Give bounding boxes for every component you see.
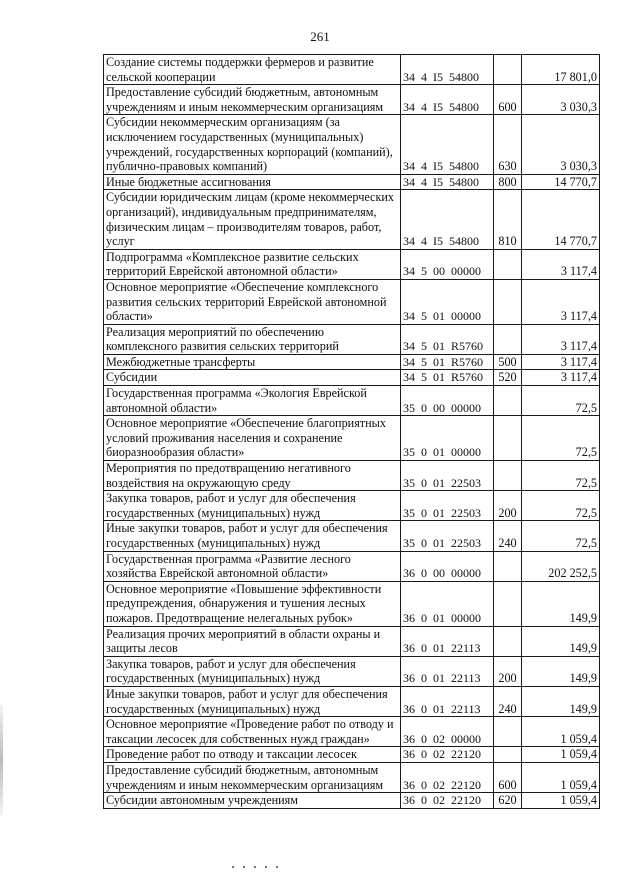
sum-cell: 3 117,4 — [522, 279, 600, 324]
table-row — [104, 747, 600, 763]
table-row — [104, 85, 600, 115]
type-cell — [494, 551, 522, 581]
margin-specks — [232, 858, 292, 864]
name-cell: Основное мероприятие «Обеспечение комплексного развития сельских территорий Еврейской автономной области» — [104, 279, 401, 324]
type-cell: 500 — [494, 354, 522, 370]
sum-cell: 72,5 — [522, 461, 600, 491]
sum-cell: 72,5 — [522, 491, 600, 521]
name-cell: Межбюджетные трансферты — [104, 354, 401, 370]
sum-cell: 14 770,7 — [522, 190, 600, 249]
type-cell — [494, 324, 522, 354]
type-cell — [494, 386, 522, 416]
type-cell — [494, 461, 522, 491]
type-cell: 520 — [494, 370, 522, 386]
sum-cell: 3 117,4 — [522, 249, 600, 279]
type-cell — [494, 747, 522, 763]
table-row — [104, 762, 600, 792]
name-cell: Иные бюджетные ассигнования — [104, 174, 401, 190]
code-cell: 36 0 02 22120 — [401, 747, 494, 763]
type-cell: 200 — [494, 491, 522, 521]
code-cell: 34 5 01 R5760 — [401, 354, 494, 370]
type-cell: 600 — [494, 762, 522, 792]
code-cell: 34 4 I5 54800 — [401, 174, 494, 190]
budget-table-body — [104, 55, 600, 809]
code-cell: 35 0 01 22503 — [401, 491, 494, 521]
table-row — [104, 626, 600, 656]
table-row — [104, 174, 600, 190]
code-cell: 34 4 I5 54800 — [401, 190, 494, 249]
table-row — [104, 461, 600, 491]
sum-cell: 149,9 — [522, 686, 600, 716]
code-cell: 36 0 02 22120 — [401, 762, 494, 792]
table-row — [104, 370, 600, 386]
name-cell: Проведение работ по отводу и таксации лесосек — [104, 747, 401, 763]
name-cell: Предоставление субсидий бюджетным, автономным учреждениям и иным некоммерческим организациям — [104, 762, 401, 792]
name-cell: Мероприятия по предотвращению негативного воздействия на окружающую среду — [104, 461, 401, 491]
code-cell: 36 0 01 22113 — [401, 686, 494, 716]
code-cell: 34 5 00 00000 — [401, 249, 494, 279]
type-cell — [494, 279, 522, 324]
type-cell — [494, 626, 522, 656]
type-cell — [494, 416, 522, 461]
budget-table — [103, 54, 600, 809]
name-cell: Субсидии автономным учреждениям — [104, 793, 401, 809]
name-cell: Основное мероприятие «Обеспечение благоприятных условий проживания населения и сохранение биоразнообразия области» — [104, 416, 401, 461]
table-row — [104, 491, 600, 521]
table-row — [104, 416, 600, 461]
type-cell: 240 — [494, 686, 522, 716]
table-row — [104, 717, 600, 747]
code-cell: 34 4 I5 54800 — [401, 55, 494, 85]
name-cell: Государственная программа «Экология Еврейской автономной области» — [104, 386, 401, 416]
code-cell: 36 0 00 00000 — [401, 551, 494, 581]
table-row — [104, 551, 600, 581]
type-cell: 240 — [494, 521, 522, 551]
sum-cell: 72,5 — [522, 386, 600, 416]
type-cell: 800 — [494, 174, 522, 190]
sum-cell: 3 030,3 — [522, 85, 600, 115]
code-cell: 36 0 02 00000 — [401, 717, 494, 747]
type-cell: 200 — [494, 656, 522, 686]
name-cell: Субсидии — [104, 370, 401, 386]
table-row — [104, 55, 600, 85]
type-cell — [494, 717, 522, 747]
table-row — [104, 324, 600, 354]
table-row — [104, 386, 600, 416]
table-row — [104, 686, 600, 716]
code-cell: 36 0 02 22120 — [401, 793, 494, 809]
sum-cell: 149,9 — [522, 656, 600, 686]
code-cell: 34 5 01 R5760 — [401, 324, 494, 354]
sum-cell: 72,5 — [522, 521, 600, 551]
sum-cell: 1 059,4 — [522, 747, 600, 763]
sum-cell: 3 030,3 — [522, 115, 600, 174]
name-cell: Закупка товаров, работ и услуг для обеспечения государственных (муниципальных) нужд — [104, 491, 401, 521]
page-number: 261 — [310, 29, 330, 44]
sum-cell: 1 059,4 — [522, 793, 600, 809]
name-cell: Реализация прочих мероприятий в области охраны и защиты лесов — [104, 626, 401, 656]
type-cell — [494, 581, 522, 626]
code-cell: 35 0 01 22503 — [401, 461, 494, 491]
code-cell: 35 0 01 22503 — [401, 521, 494, 551]
sum-cell: 3 117,4 — [522, 354, 600, 370]
sum-cell: 17 801,0 — [522, 55, 600, 85]
type-cell: 600 — [494, 85, 522, 115]
type-cell: 620 — [494, 793, 522, 809]
type-cell: 810 — [494, 190, 522, 249]
table-row — [104, 249, 600, 279]
name-cell: Субсидии юридическим лицам (кроме некоммерческих организаций), индивидуальным предпринимателям, физическим лицам – производителям товаров, работ, услуг — [104, 190, 401, 249]
sum-cell: 14 770,7 — [522, 174, 600, 190]
code-cell: 36 0 01 22113 — [401, 656, 494, 686]
code-cell: 34 4 I5 54800 — [401, 85, 494, 115]
table-row — [104, 190, 600, 249]
sum-cell: 1 059,4 — [522, 762, 600, 792]
name-cell: Реализация мероприятий по обеспечению комплексного развития сельских территорий — [104, 324, 401, 354]
sum-cell: 3 117,4 — [522, 370, 600, 386]
name-cell: Предоставление субсидий бюджетным, автономным учреждениям и иным некоммерческим организациям — [104, 85, 401, 115]
type-cell — [494, 249, 522, 279]
name-cell: Закупка товаров, работ и услуг для обеспечения государственных (муниципальных) нужд — [104, 656, 401, 686]
name-cell: Основное мероприятие «Повышение эффективности предупреждения, обнаружения и тушения лесных пожаров. Предотвращение нелегальных рубок» — [104, 581, 401, 626]
table-row — [104, 115, 600, 174]
table-row — [104, 656, 600, 686]
sum-cell: 3 117,4 — [522, 324, 600, 354]
name-cell: Подпрограмма «Комплексное развитие сельских территорий Еврейской автономной области» — [104, 249, 401, 279]
table-row — [104, 279, 600, 324]
sum-cell: 149,9 — [522, 626, 600, 656]
sum-cell: 202 252,5 — [522, 551, 600, 581]
scan-edge-shadow — [0, 705, 3, 815]
name-cell: Иные закупки товаров, работ и услуг для обеспечения государственных (муниципальных) нужд — [104, 521, 401, 551]
code-cell: 34 5 01 R5760 — [401, 370, 494, 386]
table-row — [104, 521, 600, 551]
table-row — [104, 354, 600, 370]
code-cell: 36 0 01 22113 — [401, 626, 494, 656]
table-row — [104, 793, 600, 809]
code-cell: 34 4 I5 54800 — [401, 115, 494, 174]
type-cell — [494, 55, 522, 85]
sum-cell: 1 059,4 — [522, 717, 600, 747]
name-cell: Иные закупки товаров, работ и услуг для обеспечения государственных (муниципальных) нужд — [104, 686, 401, 716]
name-cell: Субсидии некоммерческим организациям (за исключением государственных (муниципальных) учреждений, государственных корпораций (компаний), публично-правовых компаний) — [104, 115, 401, 174]
sum-cell: 72,5 — [522, 416, 600, 461]
name-cell: Создание системы поддержки фермеров и развитие сельской кооперации — [104, 55, 401, 85]
code-cell: 36 0 01 00000 — [401, 581, 494, 626]
code-cell: 34 5 01 00000 — [401, 279, 494, 324]
sum-cell: 149,9 — [522, 581, 600, 626]
code-cell: 35 0 00 00000 — [401, 386, 494, 416]
code-cell: 35 0 01 00000 — [401, 416, 494, 461]
name-cell: Основное мероприятие «Проведение работ по отводу и таксации лесосек для собственных нужд граждан» — [104, 717, 401, 747]
type-cell: 630 — [494, 115, 522, 174]
table-row — [104, 581, 600, 626]
name-cell: Государственная программа «Развитие лесного хозяйства Еврейской автономной области» — [104, 551, 401, 581]
